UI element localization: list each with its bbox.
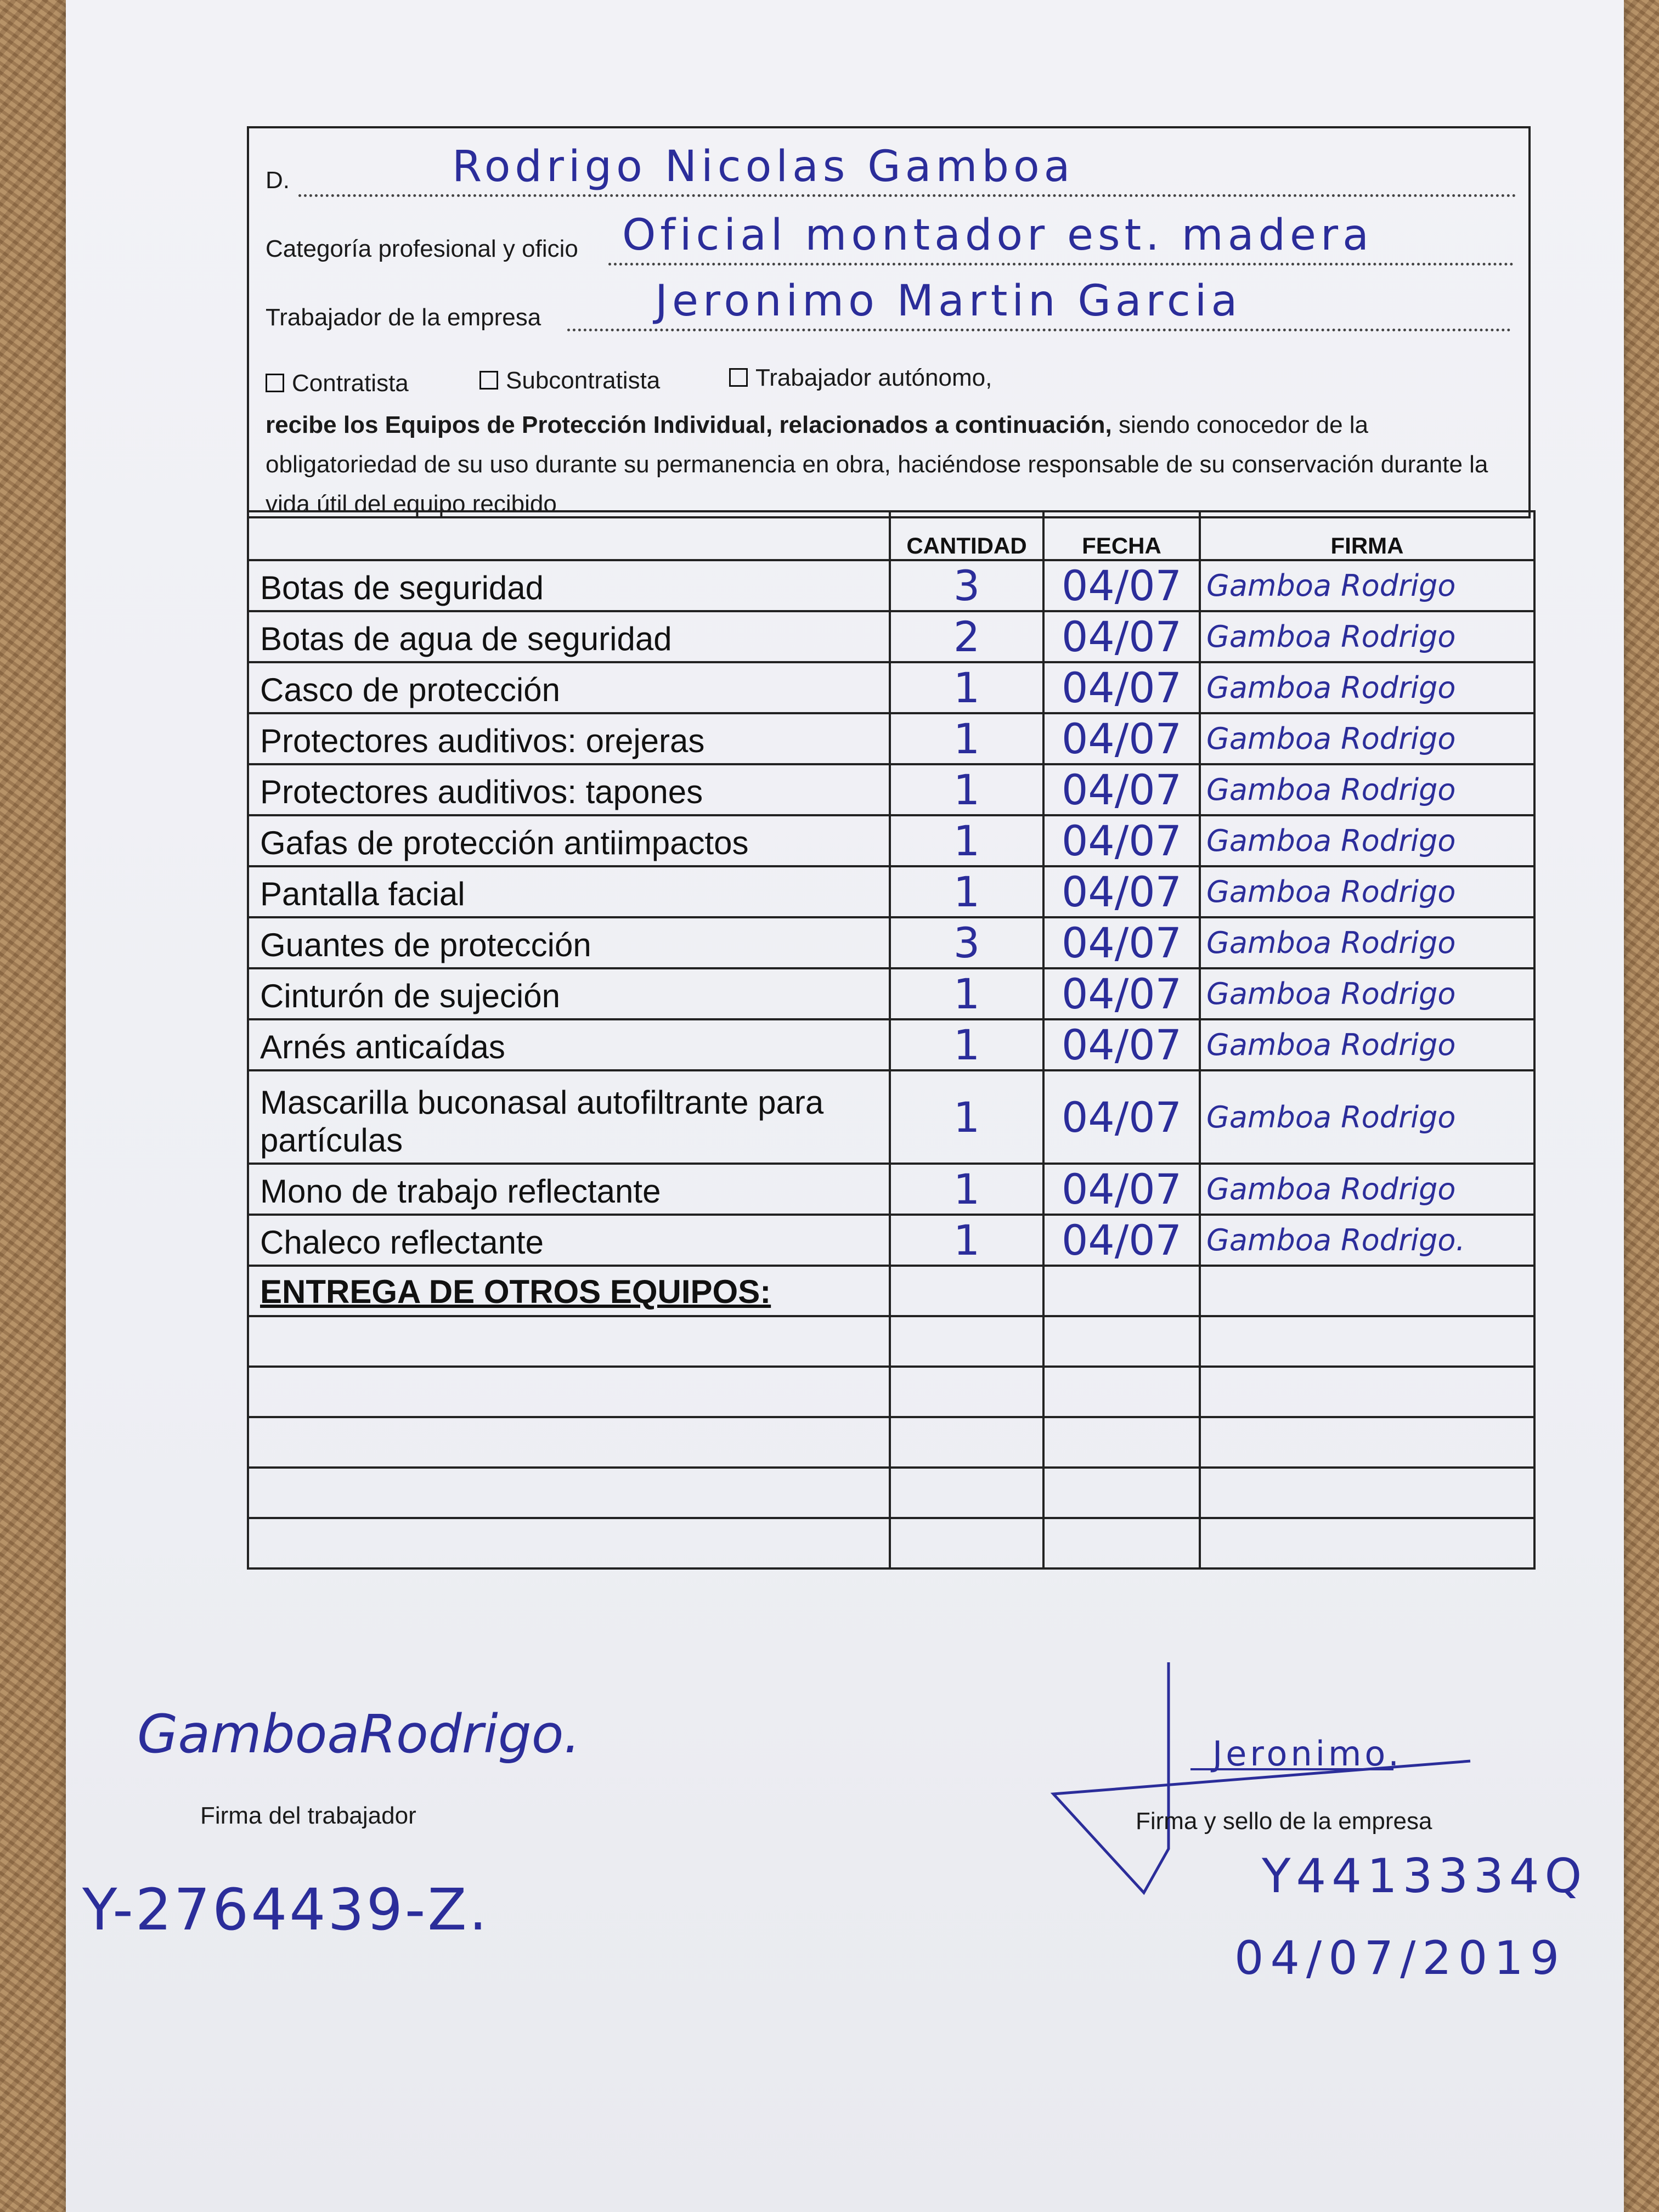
item-name: Protectores auditivos: orejeras	[248, 713, 890, 764]
empty-cell[interactable]	[1043, 1316, 1200, 1367]
option-subcontratista[interactable]	[479, 367, 660, 394]
item-name: Protectores auditivos: tapones	[248, 764, 890, 815]
item-name: Cinturón de sujeción	[248, 968, 890, 1019]
item-name: Guantes de protección	[248, 917, 890, 968]
quantity-cell: 1	[890, 1164, 1043, 1215]
empty-row	[248, 1316, 1534, 1367]
item-name: Gafas de protección antiimpactos	[248, 815, 890, 866]
quantity-cell: 1	[890, 1215, 1043, 1266]
option-autonomo[interactable]	[729, 364, 992, 392]
quantity-cell: 1	[890, 815, 1043, 866]
table-row	[248, 764, 1534, 815]
table-row	[248, 917, 1534, 968]
empty-cell[interactable]	[890, 1266, 1043, 1316]
subcontratista-label: Subcontratista	[506, 367, 661, 394]
signature-cell: Gamboa Rodrigo	[1200, 968, 1534, 1019]
header-firma: FIRMA	[1200, 511, 1534, 560]
d-label: D.	[266, 167, 290, 194]
form-sheet	[66, 0, 1624, 2212]
table-row	[248, 866, 1534, 917]
quantity-cell: 1	[890, 1070, 1043, 1164]
table-row	[248, 611, 1534, 662]
empty-cell[interactable]	[248, 1367, 890, 1417]
item-name: Mono de trabajo reflectante	[248, 1164, 890, 1215]
date-cell: 04/07	[1043, 917, 1200, 968]
empty-row	[248, 1417, 1534, 1468]
empty-cell[interactable]	[890, 1367, 1043, 1417]
category-label: Categoría profesional y oficio	[266, 235, 578, 262]
quantity-cell: 1	[890, 713, 1043, 764]
item-name: Casco de protección	[248, 662, 890, 713]
table-row	[248, 1215, 1534, 1266]
category-dotted-line	[608, 263, 1514, 266]
signature-cell: Gamboa Rodrigo	[1200, 611, 1534, 662]
worker-info-box	[247, 126, 1531, 518]
date-cell: 04/07	[1043, 764, 1200, 815]
ppe-table	[247, 510, 1536, 1570]
signature-cell: Gamboa Rodrigo	[1200, 866, 1534, 917]
declaration-text	[266, 405, 1511, 524]
autonomo-label: Trabajador autónomo,	[755, 364, 992, 391]
company-label: Trabajador de la empresa	[266, 304, 541, 331]
item-name: Chaleco reflectante	[248, 1215, 890, 1266]
contratista-label: Contratista	[292, 370, 409, 397]
signature-cell: Gamboa Rodrigo	[1200, 815, 1534, 866]
item-name: Botas de agua de seguridad	[248, 611, 890, 662]
other-equipment-label: ENTREGA DE OTROS EQUIPOS:	[248, 1266, 890, 1316]
empty-row	[248, 1468, 1534, 1518]
quantity-cell: 1	[890, 764, 1043, 815]
empty-cell[interactable]	[890, 1468, 1043, 1518]
other-equipment-row	[248, 1266, 1534, 1316]
empty-cell[interactable]	[1200, 1468, 1534, 1518]
signature-cell: Gamboa Rodrigo	[1200, 1019, 1534, 1070]
quantity-cell: 1	[890, 866, 1043, 917]
date-cell: 04/07	[1043, 815, 1200, 866]
date-cell: 04/07	[1043, 713, 1200, 764]
quantity-cell: 3	[890, 560, 1043, 611]
empty-cell[interactable]	[1200, 1266, 1534, 1316]
empty-row	[248, 1367, 1534, 1417]
empty-cell[interactable]	[1043, 1518, 1200, 1568]
d-dotted-line	[298, 194, 1516, 197]
signature-date: 04/07/2019	[1234, 1931, 1566, 1985]
date-cell: 04/07	[1043, 662, 1200, 713]
quantity-cell: 1	[890, 1019, 1043, 1070]
table-row	[248, 713, 1534, 764]
table-header-row	[248, 511, 1534, 560]
quantity-cell: 2	[890, 611, 1043, 662]
signature-cell: Gamboa Rodrigo	[1200, 713, 1534, 764]
worker-signature-label: Firma del trabajador	[200, 1802, 416, 1829]
empty-cell[interactable]	[1043, 1266, 1200, 1316]
empty-cell[interactable]	[248, 1468, 890, 1518]
signature-cell: Gamboa Rodrigo	[1200, 1070, 1534, 1164]
empty-cell[interactable]	[1043, 1468, 1200, 1518]
declaration-normal: siendo conocedor de la obligatoriedad de su uso durante su permanencia en obra, haciéndose responsable de su conservación durante la vida útil del equipo recibido	[266, 411, 1488, 517]
date-cell: 04/07	[1043, 1215, 1200, 1266]
empty-row	[248, 1518, 1534, 1568]
item-name: Mascarilla buconasal autofiltrante para partículas	[248, 1070, 890, 1164]
empty-cell[interactable]	[890, 1316, 1043, 1367]
empty-cell[interactable]	[1043, 1417, 1200, 1468]
company-signature-label: Firma y sello de la empresa	[1136, 1808, 1432, 1835]
empty-cell[interactable]	[1200, 1316, 1534, 1367]
table-row	[248, 815, 1534, 866]
subcontratista-checkbox[interactable]	[479, 371, 498, 390]
autonomo-checkbox[interactable]	[729, 368, 748, 387]
header-fecha: FECHA	[1043, 511, 1200, 560]
item-name: Arnés anticaídas	[248, 1019, 890, 1070]
header-item	[248, 511, 890, 560]
empty-cell[interactable]	[1200, 1417, 1534, 1468]
declaration-bold: recibe los Equipos de Protección Individual, relacionados a continuación,	[266, 411, 1112, 438]
empty-cell[interactable]	[1043, 1367, 1200, 1417]
empty-cell[interactable]	[890, 1518, 1043, 1568]
signature-cell: Gamboa Rodrigo	[1200, 662, 1534, 713]
signature-cell: Gamboa Rodrigo	[1200, 764, 1534, 815]
table-row	[248, 560, 1534, 611]
item-name: Pantalla facial	[248, 866, 890, 917]
quantity-cell: 1	[890, 662, 1043, 713]
company-signature: Jeronimo.	[1212, 1734, 1402, 1774]
date-cell: 04/07	[1043, 1164, 1200, 1215]
company-id: Y4413334Q	[1262, 1849, 1588, 1904]
company-handwritten: Jeronimo Martin Garcia	[655, 276, 1242, 326]
item-name: Botas de seguridad	[248, 560, 890, 611]
empty-cell[interactable]	[248, 1518, 890, 1568]
quantity-cell: 3	[890, 917, 1043, 968]
signature-cell: Gamboa Rodrigo	[1200, 1164, 1534, 1215]
table-row	[248, 1164, 1534, 1215]
contratista-checkbox[interactable]	[266, 374, 284, 392]
table-row	[248, 1019, 1534, 1070]
table-row	[248, 1070, 1534, 1164]
date-cell: 04/07	[1043, 866, 1200, 917]
empty-cell[interactable]	[248, 1417, 890, 1468]
signature-cell: Gamboa Rodrigo.	[1200, 1215, 1534, 1266]
table-row	[248, 968, 1534, 1019]
category-handwritten: Oficial montador est. madera	[622, 211, 1373, 260]
date-cell: 04/07	[1043, 968, 1200, 1019]
header-cantidad: CANTIDAD	[890, 511, 1043, 560]
empty-cell[interactable]	[248, 1316, 890, 1367]
empty-cell[interactable]	[1200, 1367, 1534, 1417]
empty-cell[interactable]	[1200, 1518, 1534, 1568]
date-cell: 04/07	[1043, 611, 1200, 662]
date-cell: 04/07	[1043, 1070, 1200, 1164]
worker-id: Y-2764439-Z.	[82, 1876, 489, 1943]
empty-cell[interactable]	[890, 1417, 1043, 1468]
signature-cell: Gamboa Rodrigo	[1200, 560, 1534, 611]
worker-name-handwritten: Rodrigo Nicolas Gamboa	[452, 142, 1075, 191]
date-cell: 04/07	[1043, 560, 1200, 611]
date-cell: 04/07	[1043, 1019, 1200, 1070]
table-body	[248, 560, 1534, 1568]
signature-cell: Gamboa Rodrigo	[1200, 917, 1534, 968]
option-contratista[interactable]	[266, 370, 409, 397]
table-row	[248, 662, 1534, 713]
worker-signature: GamboaRodrigo.	[137, 1703, 580, 1765]
quantity-cell: 1	[890, 968, 1043, 1019]
company-dotted-line	[567, 329, 1511, 331]
